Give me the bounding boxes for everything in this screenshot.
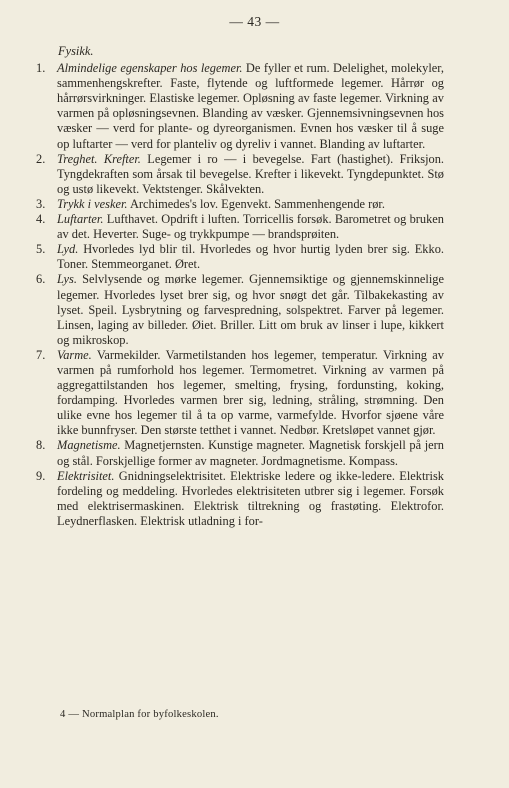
item-number: 6. xyxy=(36,272,46,287)
item-heading: Almindelige egenskaper hos legemer. xyxy=(57,61,243,76)
page-footer: 4 — Normalplan for byfolkeskolen. xyxy=(60,709,219,720)
list-item xyxy=(36,152,444,197)
item-number: 1. xyxy=(36,61,46,76)
section-title: Fysikk. xyxy=(58,44,94,58)
item-text: Gnidningselektrisitet. Elektriske ledere og ikke-ledere. Elektrisk fordeling og meddeling. Hvorledes elektrisiteten utbrer sig i legemer. Forsøk med elektrisermaskinen. Elektrisk tiltrekning og frastøting. Elektrofor. Leydnerflasken. Elektrisk utladning i for- xyxy=(57,468,444,528)
list-item xyxy=(36,212,444,242)
item-heading: Treghet. Krefter. xyxy=(57,151,141,166)
item-text: Legemer i ro — i bevegelse. Fart (hastighet). Friksjon. Tyngdekraften som årsak til bevegelse. Krefter i likevekt. Tyngdepunktet. Stø og ustø likevekt. Vektstenger. Skålvekten. xyxy=(57,151,445,196)
item-heading: Magnetisme. xyxy=(57,438,121,453)
list-item xyxy=(36,469,444,529)
item-heading: Lys. xyxy=(57,272,77,287)
item-text: Varmekilder. Varmetilstanden hos legemer, temperatur. Virkning av varmen på rumforhold hos legemer. Termometret. Virkning av varmen på aggregattilstanden hos legemer, smelting, frysing, fordunsting, koking, fordamping. Hvorledes varmen brer sig, ledning, stråling, strømning. Den ulike evne hos legemer til å ta op varme, varmefylde. Hvorfor sjøene våre ikke bunnfryser. Den største tetthet i vannet. Nedbør. Kretsløpet vannet gjør. xyxy=(57,347,444,438)
item-text: Lufthavet. Opdrift i luften. Torricellis forsøk. Barometret og bruken av det. Heverter. Suge- og trykkpumpe — brandsprøiten. xyxy=(57,212,444,242)
item-heading: Luftarter. xyxy=(57,212,104,227)
list-item xyxy=(36,348,444,439)
item-heading: Varme. xyxy=(57,347,92,362)
item-number: 5. xyxy=(36,242,46,257)
list-item xyxy=(36,61,444,152)
list-item xyxy=(36,438,444,468)
item-number: 8. xyxy=(36,438,46,453)
item-number: 9. xyxy=(36,468,46,483)
item-number: 3. xyxy=(36,196,46,211)
list-item xyxy=(36,197,444,212)
item-text: Magnetjernsten. Kunstige magneter. Magnetisk forskjell på jern og stål. Forskjellige former av magneter. Jordmagnetisme. Kompass. xyxy=(57,438,444,468)
item-text: Selvlysende og mørke legemer. Gjennemsiktige og gjennemskinnelige legemer. Hvorledes lyset brer sig, og hvor snøgt det går. Tilbakekasting av lyset. Speil. Lysbrytning og farvespredning, solspektret. Farver på legemer. Linsen, laging av billeder. Øiet. Briller. Litt om bruk av linser i lupe, kikkert og mikroskop. xyxy=(57,272,444,347)
list-item xyxy=(36,242,444,272)
item-heading: Elektrisitet. xyxy=(57,468,115,483)
list-item xyxy=(36,272,444,347)
item-number: 4. xyxy=(36,212,46,227)
page-content xyxy=(36,44,444,529)
item-number: 2. xyxy=(36,151,46,166)
item-heading: Trykk i vesker. xyxy=(57,196,128,211)
item-text: Hvorledes lyd blir til. Hvorledes og hvor hurtig lyden brer sig. Ekko. Toner. Stemmeorganet. Øret. xyxy=(57,242,444,272)
item-heading: Lyd. xyxy=(57,242,79,257)
item-text: Archimedes's lov. Egenvekt. Sammenhengende rør. xyxy=(127,196,385,211)
item-text: De fyller et rum. Delelighet, molekyler, sammenhengskrefter. Faste, flytende og luftformede legemer. Hårrør og hårrørsvirkninger. Elastiske legemer. Opløsning av faste legemer. Virkning av varmen på opløsningsevnen. Blanding av væsker. Gjennemsivningsevnen hos væsker — verd for plante- og dyreorganismen. Evnen hos væsker til å suge op luftarter — verd for planteliv og dyreliv i vannet. Blanding av luftarter. xyxy=(57,61,444,151)
page-number: — 43 — xyxy=(229,14,280,29)
item-number: 7. xyxy=(36,347,46,362)
